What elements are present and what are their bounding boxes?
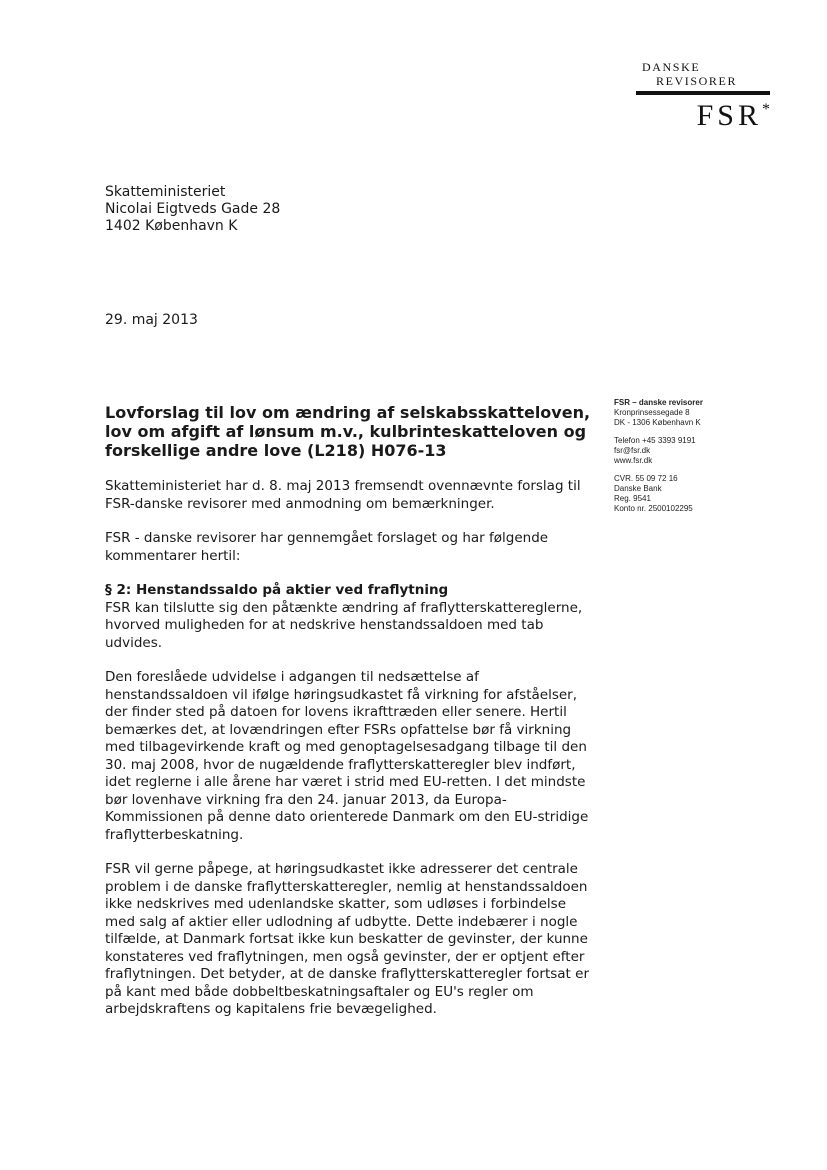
sender-reg: Reg. 9541	[614, 494, 651, 503]
letter-body	[105, 403, 595, 1036]
sender-konto: Konto nr. 2500102295	[614, 504, 693, 513]
paragraph-2: FSR - danske revisorer har gennemgået forslaget og har følgende kommentarer hertil:	[105, 530, 549, 564]
logo-mark-text: FSR	[696, 99, 762, 132]
letter-title: Lovforslag til lov om ændring af selskabsskatteloven, lov om afgift af lønsum m.v., kulbrinteskatteloven og forskellige andre love (L218) H076-13	[105, 403, 591, 460]
letter-date: 29. maj 2013	[105, 312, 198, 328]
sender-bank	[614, 474, 804, 514]
paragraph-5: FSR vil gerne påpege, at høringsudkastet ikke adresserer det centrale problem i de danske fraflytterskatteregler, nemlig at henstandssaldoen ikke nedskrives med udenlandske skatter, som udløses i forbindelse med salg af aktier eller udlodning af udbytte. Dette indebærer i nogle tilfælde, at Danmark fortsat ikke kun beskatter de gevinster, der kunne konstateres ved fraflytningen, men også gevinster, der er optjent efter fraflytningen. Det betyder, at de danske fraflytterskatteregler fortsat er på kant med både dobbeltbeskatningsaftaler og EU's regler om arbejdskraftens og kapitalens frie bevægelighed.	[105, 861, 589, 1017]
sender-org: FSR – danske revisorer	[614, 398, 703, 407]
recipient-city: 1402 København K	[105, 218, 238, 234]
logo-mark	[636, 95, 770, 131]
logo-text-revisorer: REVISORER	[656, 74, 738, 88]
sender-bank-name: Danske Bank	[614, 484, 662, 493]
recipient-name: Skatteministeriet	[105, 184, 226, 200]
paragraph-3: FSR kan tilslutte sig den påtænkte ændring af fraflytterskattereglerne, hvorved muligheden for at nedskrive henstandssaldoen med tab udvides.	[105, 599, 583, 651]
sender-cvr: CVR. 55 09 72 16	[614, 474, 678, 483]
recipient-street: Nicolai Eigtveds Gade 28	[105, 201, 281, 217]
recipient-address	[105, 184, 280, 235]
fsr-logo	[636, 60, 770, 131]
sender-street: Kronprinsessegade 8	[614, 408, 690, 417]
sender-phone: Telefon +45 3393 9191	[614, 436, 696, 445]
logo-text-danske: DANSKE	[642, 60, 701, 74]
sender-web: www.fsr.dk	[614, 456, 653, 465]
sender-address	[614, 398, 804, 428]
sender-info	[614, 398, 804, 522]
paragraph-1: Skatteministeriet har d. 8. maj 2013 fremsendt ovennævnte forslag til FSR-danske revisorer med anmodning om bemærkninger.	[105, 478, 581, 512]
sender-email: fsr@fsr.dk	[614, 446, 651, 455]
section-heading: § 2: Henstandssaldo på aktier ved fraflytning	[105, 582, 449, 598]
logo-star: *	[762, 101, 770, 118]
paragraph-4: Den foreslåede udvidelse i adgangen til nedsættelse af henstandssaldoen vil ifølge høringsudkastet få virkning for afståelser, der finder sted på datoen for lovens ikrafttræden eller senere. Hertil bemærkes det, at lovændringen efter FSRs opfattelse bør få virkning med tilbagevirkende kraft og med genoptagelsesadgang tilbage til den 30. maj 2008, hvor de nugældende fraflytterskatteregler blev indført, idet reglerne i alle årene har været i strid med EU-retten. I det mindste bør lovenhave virkning fra den 24. januar 2013, da Europa-Kommissionen på denne dato orienterede Danmark om den EU-stridige fraflytterbeskatning.	[105, 669, 589, 843]
sender-contact	[614, 436, 804, 466]
sender-city: DK - 1306 København K	[614, 418, 701, 427]
